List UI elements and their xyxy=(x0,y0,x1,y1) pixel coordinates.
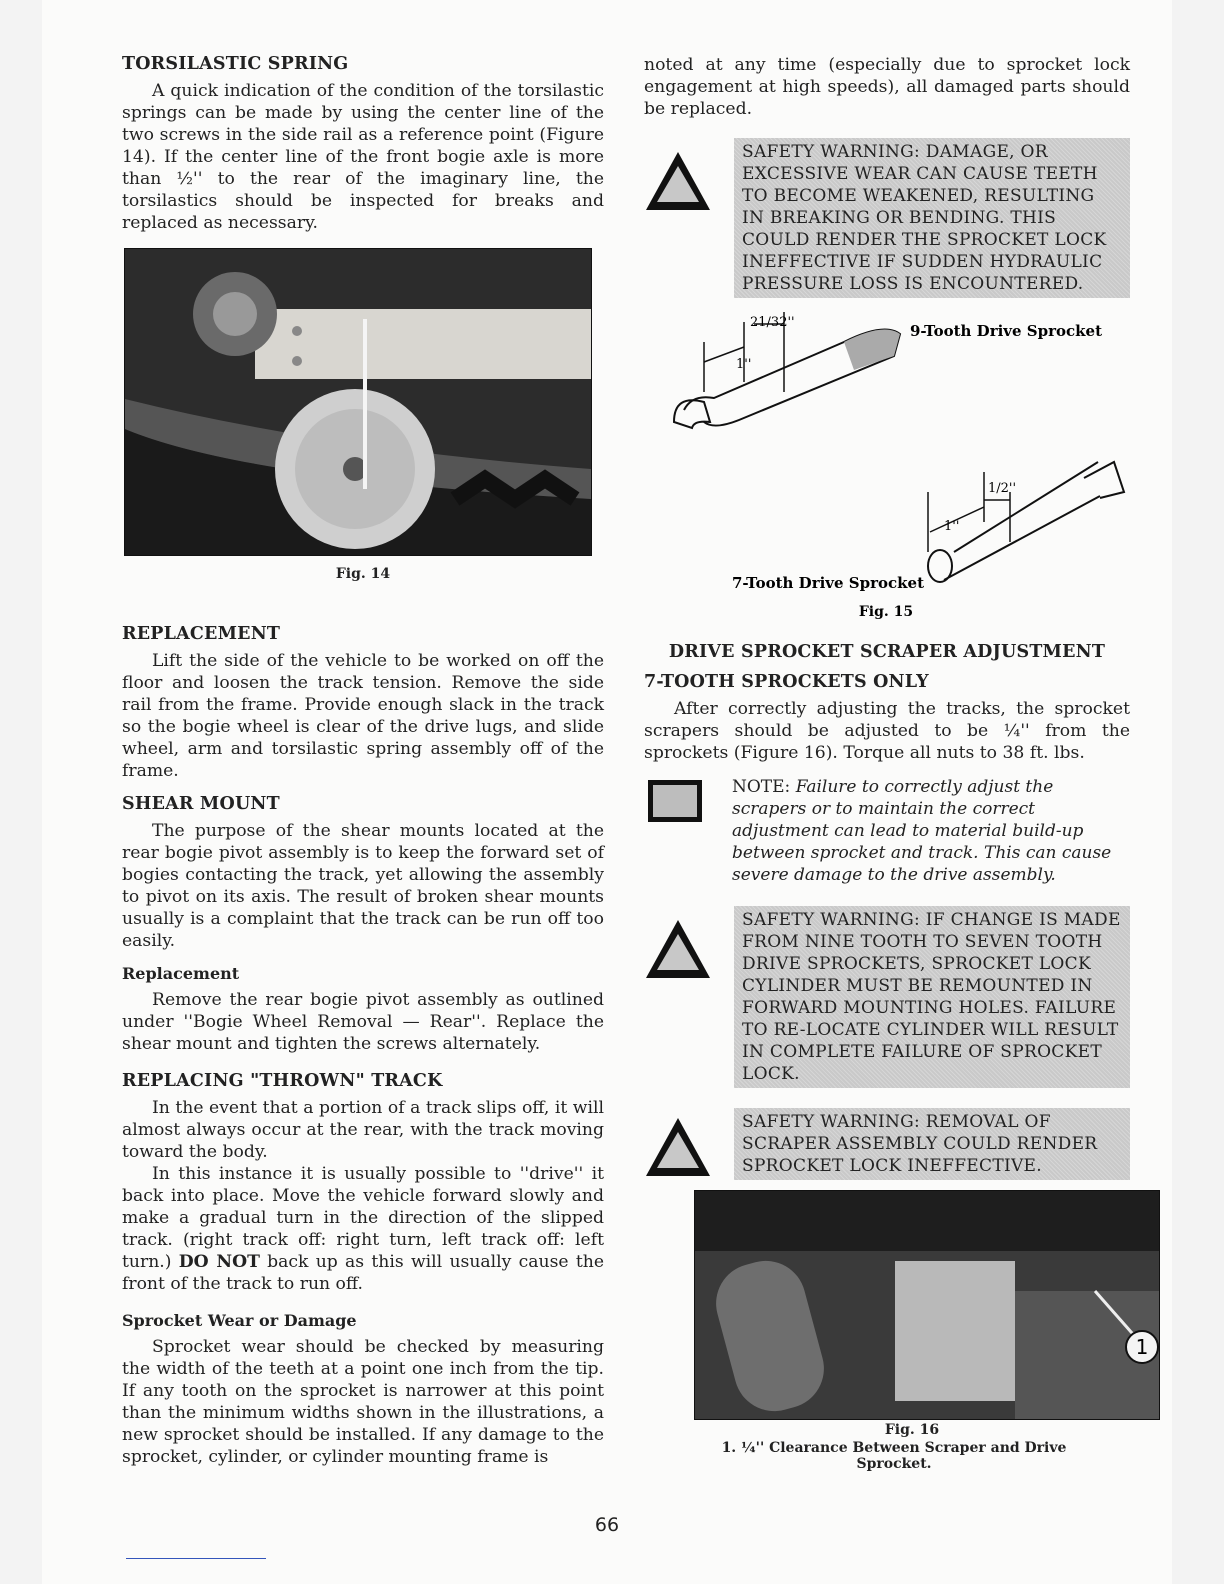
figure-14-photo xyxy=(124,248,592,556)
note-label: NOTE: xyxy=(732,777,791,797)
footer-rule xyxy=(126,1558,266,1559)
scraper-heading: DRIVE SPROCKET SCRAPER ADJUSTMENT xyxy=(668,642,1106,662)
warning-1-text: SAFETY WARNING: DAMAGE, OR EXCESSIVE WEAR CAN CAUSE TEETH TO BECOME WEAKENED, RESULTING IN BREAKING OR BENDING. THIS COULD RENDER THE SPROCKET LOCK INEFFECTIVE IF SUDDEN HYDRAULIC PRESSURE LOSS IS ENCOUNTERED. xyxy=(734,138,1130,298)
do-not-emphasis: DO NOT xyxy=(178,1252,260,1272)
figure-14-illustration xyxy=(125,249,591,555)
continued-text: noted at any time (especially due to sprocket lock engagement at high speeds), all damaged parts should be replaced. xyxy=(644,55,1130,119)
thrown-track-text-a: In this instance it is usually possible to ''drive'' it back into place. Move the vehicle forward slowly and make a gradual turn in the direction of the slipped track. (right track off: right turn, left track off: left turn.) xyxy=(122,1164,604,1272)
figure-14-caption: Fig. 14 xyxy=(335,566,391,582)
note-icon xyxy=(648,780,702,822)
shear-replacement-body: Remove the rear bogie pivot assembly as outlined under ''Bogie Wheel Removal — Rear''. Replace the shear mount and tighten the screws alternately. xyxy=(122,990,604,1054)
dim-7-len: 1'' xyxy=(944,519,960,534)
replacement-heading: REPLACEMENT xyxy=(122,624,281,644)
figure-16-legend: 1. ¼'' Clearance Between Scraper and Drive Sprocket. xyxy=(721,1440,1067,1472)
figure-15-diagram xyxy=(644,302,1130,622)
torsilastic-heading: TORSILASTIC SPRING xyxy=(122,54,349,74)
manual-page xyxy=(42,0,1172,1584)
sprocket-wear-heading: Sprocket Wear or Damage xyxy=(122,1311,357,1330)
thrown-track-heading: REPLACING "THROWN" TRACK xyxy=(122,1071,443,1091)
note-body: Failure to correctly adjust the scrapers or to maintain the correct adjustment can lead to material build-up between sprocket and track. This can cause severe damage to the drive assembly. xyxy=(732,777,1112,885)
replacement-body: Lift the side of the vehicle to be worked on off the floor and loosen the track tension. Remove the side rail from the frame. Provide enough slack in the track so the bogie wheel is clear of the drive lugs, and slide wheel, arm and torsilastic spring assembly off of the frame. xyxy=(122,651,604,781)
safety-warning-1 xyxy=(644,138,1130,298)
dim-9-len: 1'' xyxy=(736,357,752,372)
safety-warning-2 xyxy=(644,906,1130,1088)
dim-7-width: 1/2'' xyxy=(988,481,1017,496)
figure-16-caption: Fig. 16 xyxy=(884,1422,940,1438)
seven-tooth-label: 7-Tooth Drive Sprocket xyxy=(732,574,925,592)
scraper-subheading: 7-TOOTH SPROCKETS ONLY xyxy=(644,672,929,692)
figure-15-caption: Fig. 15 xyxy=(858,604,914,620)
page-number: 66 xyxy=(594,1514,620,1536)
warning-triangle-icon xyxy=(644,150,712,212)
note-text xyxy=(732,776,1130,886)
torsilastic-body: A quick indication of the condition of the torsilastic springs can be made by using the center line of the two screws in the side rail as a reference point (Figure 14). If the center line of the front bogie axle is more than ½'' to the rear of the imaginary line, the torsilastics should be inspected for breaks and replaced as necessary. xyxy=(122,81,604,233)
figure-16-photo xyxy=(694,1190,1160,1420)
shear-mount-body: The purpose of the shear mounts located at the rear bogie pivot assembly is to keep the forward set of bogies contacting the track, yet allowing the assembly to pivot on its axis. The result of broken shear mounts usually is a complaint that the track can be run off too easily. xyxy=(122,821,604,951)
right-column xyxy=(644,54,1149,1472)
warning-triangle-icon xyxy=(644,918,712,980)
warning-3-text: SAFETY WARNING: REMOVAL OF SCRAPER ASSEMBLY COULD RENDER SPROCKET LOCK INEFFECTIVE. xyxy=(734,1108,1130,1180)
shear-mount-heading: SHEAR MOUNT xyxy=(122,794,280,814)
warning-triangle-icon xyxy=(644,1116,712,1178)
safety-warning-3 xyxy=(644,1108,1130,1180)
shear-replacement-heading: Replacement xyxy=(122,964,240,983)
figure-16-illustration xyxy=(695,1191,1159,1419)
scraper-body: After correctly adjusting the tracks, the sprocket scrapers should be adjusted to be ¼'' from the sprockets (Figure 16). Torque all nuts to 38 ft. lbs. xyxy=(644,699,1130,763)
dim-9-width: 21/32'' xyxy=(750,315,795,330)
sprocket-wear-body: Sprocket wear should be checked by measuring the width of the teeth at a point one inch from the tip. If any tooth on the sprocket is narrower at this point than the minimum widths shown in the illustrations, a new sprocket should be installed. If any damage to the sprocket, cylinder, or cylinder mounting frame is xyxy=(122,1337,604,1467)
thrown-track-text-b: back up as this will usually cause the front of the track to run off. xyxy=(122,1252,604,1294)
left-column xyxy=(122,54,604,1468)
nine-tooth-label: 9-Tooth Drive Sprocket xyxy=(910,322,1103,340)
warning-2-text: SAFETY WARNING: IF CHANGE IS MADE FROM NINE TOOTH TO SEVEN TOOTH DRIVE SPROCKETS, SPROCKET LOCK CYLINDER MUST BE REMOUNTED IN FORWARD MOUNTING HOLES. FAILURE TO RE-LOCATE CYLINDER WILL RESULT IN COMPLETE FAILURE OF SPROCKET LOCK. xyxy=(734,906,1130,1088)
thrown-track-body-1: In the event that a portion of a track slips off, it will almost always occur at the rear, with the track moving toward the body. xyxy=(122,1098,604,1162)
thrown-track-body-2 xyxy=(122,1163,604,1295)
callout-number: 1 xyxy=(1135,1335,1149,1359)
note-block xyxy=(644,776,1130,886)
